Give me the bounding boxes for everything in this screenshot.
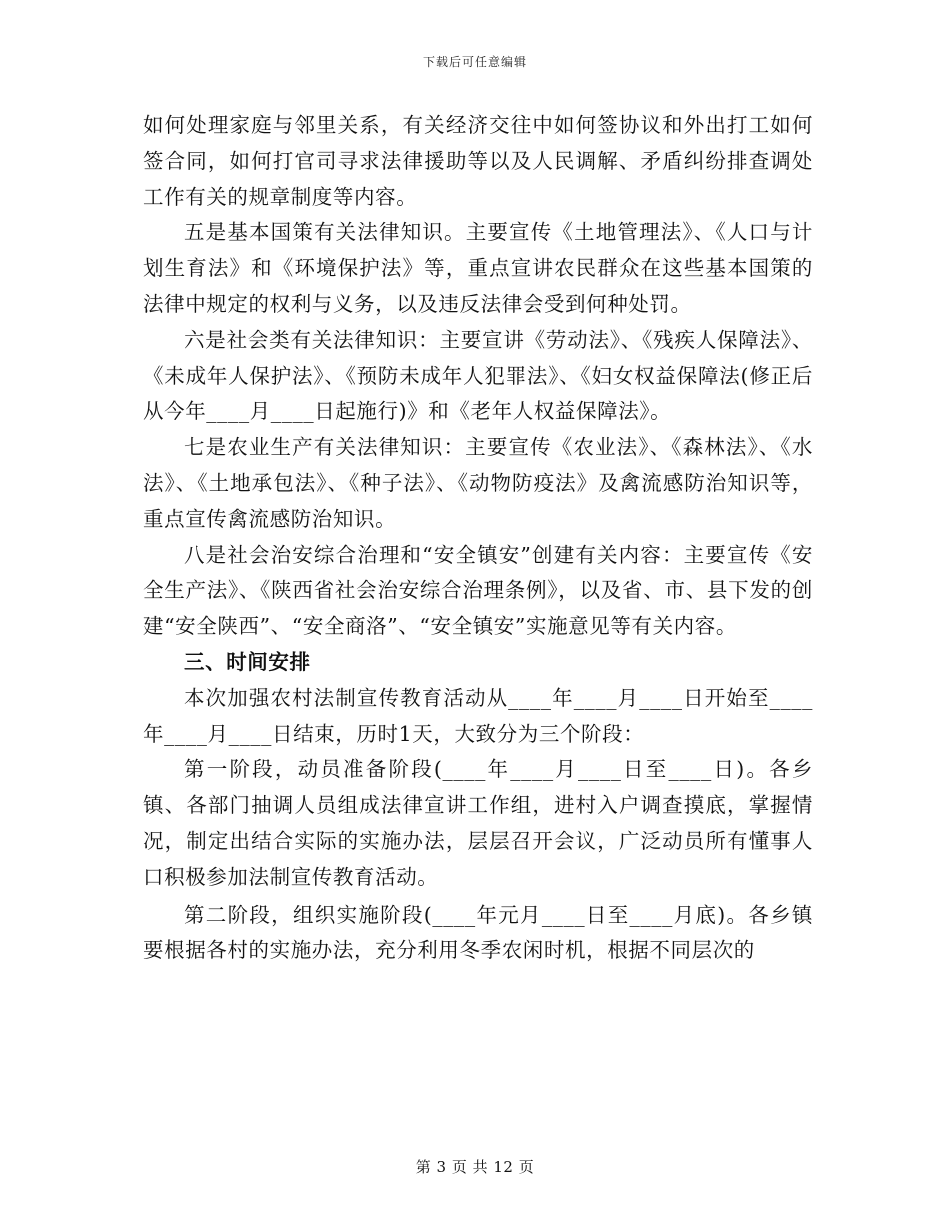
paragraph-stage-two: 第二阶段，组织实施阶段(____年元月____日至____月底)。各乡镇要根据各村的实施办法，充分利用冬季农闲时机，根据不同层次的	[143, 902, 813, 963]
paragraph-item-eight: 八是社会治安综合治理和“安全镇安”创建有关内容：主要宣传《安全生产法》、《陕西省社会治安综合治理条例》，以及省、市、县下发的创建“安全陕西”、“安全商洛”、“安全镇安”实施意见等有关内容。	[143, 542, 813, 639]
paragraph-item-five: 五是基本国策有关法律知识。主要宣传《土地管理法》、《人口与计划生育法》和《环境保护法》等，重点宣讲农民群众在这些基本国策的法律中规定的权利与义务，以及违反法律会受到何种处罚。	[143, 220, 813, 316]
paragraph-item-seven: 七是农业生产有关法律知识：主要宣传《农业法》、《森林法》、《水法》、《土地承包法》、《种子法》、《动物防疫法》及禽流感防治知识等，重点宣传禽流感防治知识。	[143, 435, 813, 531]
paragraph-schedule-intro: 本次加强农村法制宣传教育活动从____年____月____日开始至____年____月____日结束，历时1天，大致分为三个阶段：	[143, 685, 813, 746]
page-number: 第 3 页 共 12 页	[415, 1158, 535, 1176]
page-header: 下载后可任意编辑	[422, 55, 527, 69]
paragraph-stage-one: 第一阶段，动员准备阶段(____年____月____日至____日)。各乡镇、各部门抽调人员组成法律宣讲工作组，进村入户调查摸底，掌握情况，制定出结合实际的实施办法，层层召开会议，广泛动员所有懂事人口积极参加法制宣传教育活动。	[143, 757, 813, 889]
paragraph-item-six: 六是社会类有关法律知识：主要宣讲《劳动法》、《残疾人保障法》、《未成年人保护法》、《预防未成年人犯罪法》、《妇女权益保障法(修正后从今年____月____日起施行)》和《老年人权益保障法》。	[143, 327, 813, 424]
paragraph-continuation: 如何处理家庭与邻里关系，有关经济交往中如何签协议和外出打工如何签合同，如何打官司寻求法律援助等以及人民调解、矛盾纠纷排查调处工作有关的规章制度等内容。	[143, 113, 813, 209]
document-body	[143, 108, 813, 969]
section-heading-schedule: 三、时间安排	[184, 649, 311, 674]
